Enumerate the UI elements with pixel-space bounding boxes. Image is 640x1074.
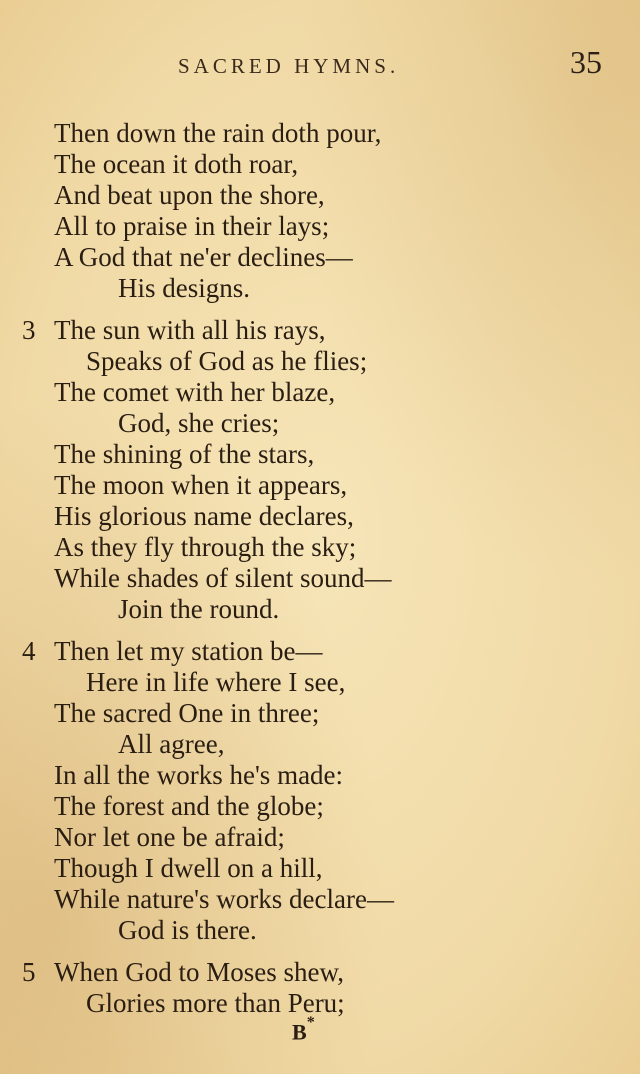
verse-line: The forest and the globe; bbox=[54, 791, 324, 821]
verse-line: Here in life where I see, bbox=[86, 667, 346, 697]
running-title: SACRED HYMNS. bbox=[178, 54, 400, 78]
stanza-number: 5 bbox=[22, 957, 36, 987]
verse-line: All agree, bbox=[118, 729, 225, 759]
stanza-5 bbox=[0, 957, 640, 1019]
verse-line: The moon when it appears, bbox=[54, 470, 348, 500]
signature-asterisk: * bbox=[306, 1014, 315, 1031]
hymn-body bbox=[0, 118, 640, 1019]
verse-line: God is there. bbox=[118, 915, 257, 945]
stanza-4 bbox=[0, 636, 640, 946]
verse-line: When God to Moses shew, bbox=[54, 957, 344, 987]
verse-line: His designs. bbox=[118, 273, 251, 303]
verse-line: Speaks of God as he flies; bbox=[86, 346, 368, 376]
page-number: 35 bbox=[570, 44, 602, 80]
verse-line: Nor let one be afraid; bbox=[54, 822, 285, 852]
verse-line: The ocean it doth roar, bbox=[54, 149, 299, 179]
page-header bbox=[0, 44, 640, 88]
verse-line: Glories more than Peru; bbox=[86, 988, 345, 1018]
stanza-continued bbox=[0, 118, 640, 304]
verse-line: Then let my station be— bbox=[54, 636, 323, 666]
stanza-number: 3 bbox=[22, 315, 36, 345]
stanza-number: 4 bbox=[22, 636, 36, 666]
verse-line: His glorious name declares, bbox=[54, 501, 354, 531]
verse-line: The comet with her blaze, bbox=[54, 377, 336, 407]
verse-line: As they fly through the sky; bbox=[54, 532, 357, 562]
verse-line: God, she cries; bbox=[118, 408, 280, 438]
verse-line: Join the round. bbox=[118, 594, 280, 624]
verse-line: All to praise in their lays; bbox=[54, 211, 330, 241]
verse-line: And beat upon the shore, bbox=[54, 180, 325, 210]
verse-line: The sacred One in three; bbox=[54, 698, 320, 728]
verse-line: Then down the rain doth pour, bbox=[54, 118, 382, 148]
verse-line: A God that ne'er declines— bbox=[54, 242, 353, 272]
verse-line: The shining of the stars, bbox=[54, 439, 315, 469]
verse-line: The sun with all his rays, bbox=[54, 315, 326, 345]
verse-line: Though I dwell on a hill, bbox=[54, 853, 323, 883]
printer-signature-mark bbox=[292, 1014, 315, 1045]
stanza-3 bbox=[0, 315, 640, 625]
verse-line: While shades of silent sound— bbox=[54, 563, 392, 593]
verse-line: While nature's works declare— bbox=[54, 884, 394, 914]
verse-line: In all the works he's made: bbox=[54, 760, 344, 790]
signature-letter: B bbox=[292, 1019, 307, 1045]
